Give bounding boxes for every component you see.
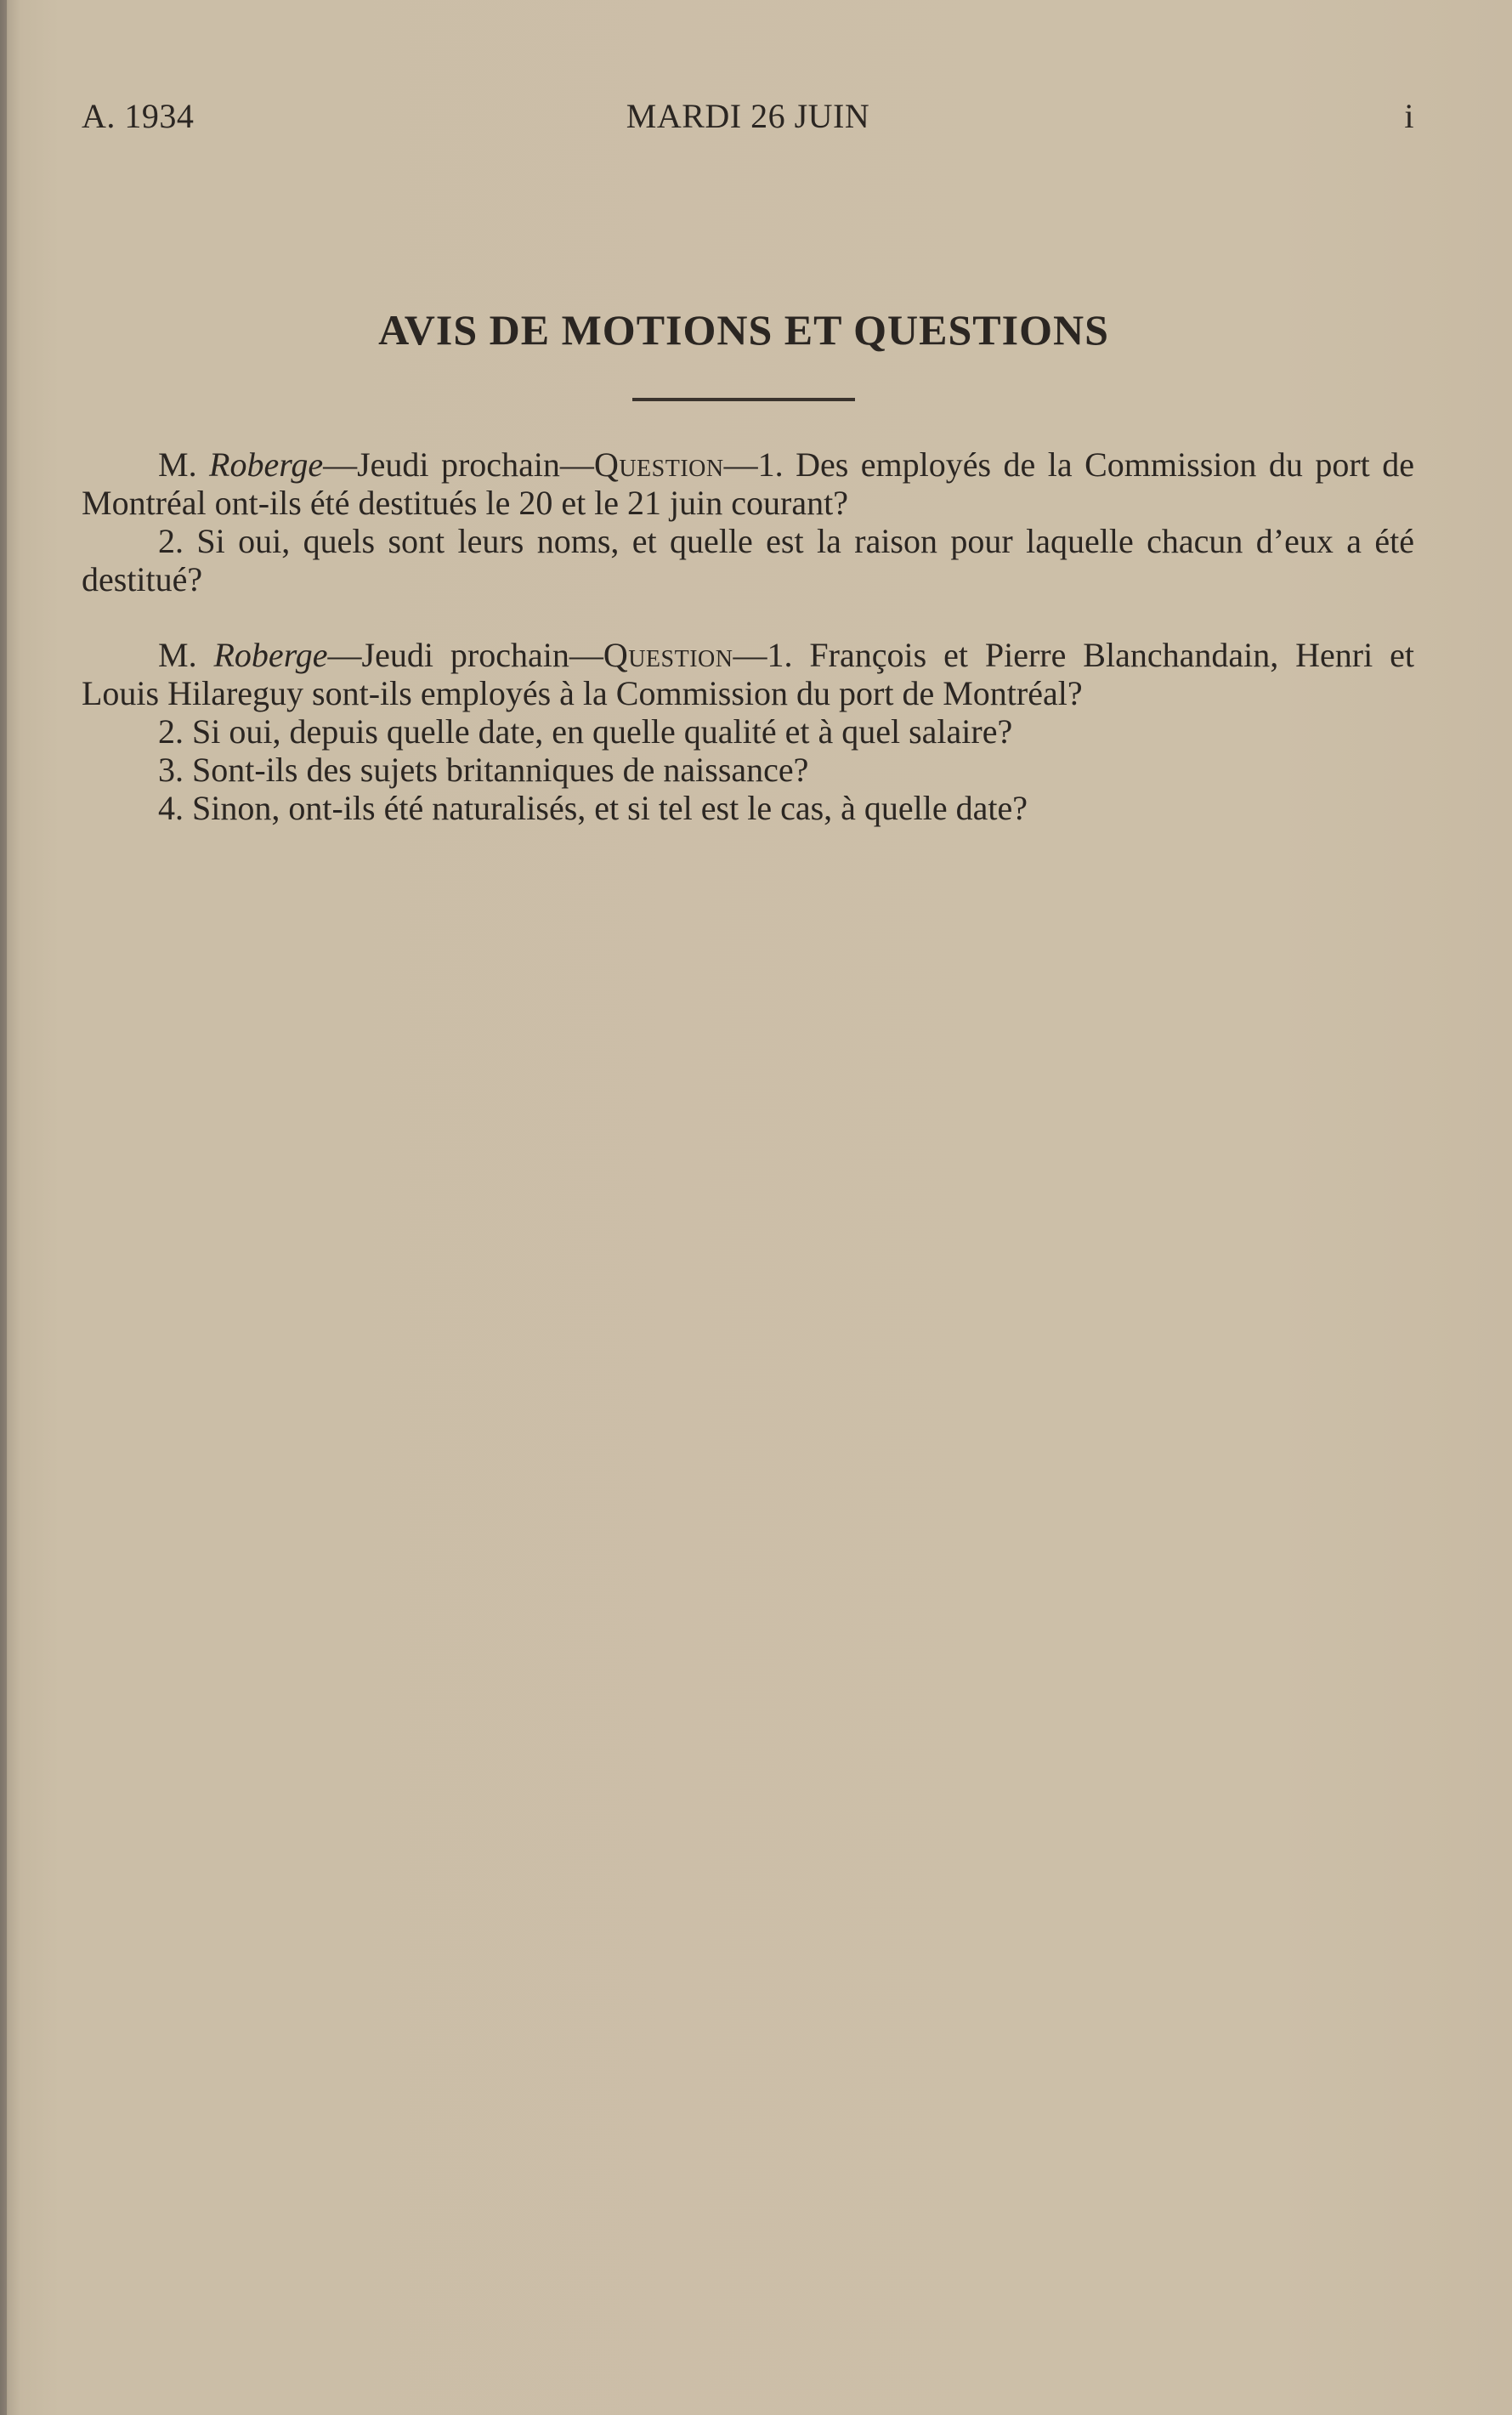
running-head-date: MARDI 26 JUIN [626,97,870,135]
running-head-page-number: i [1404,97,1414,135]
notice-1-first: —1. Des employés de la Commission du port de Montréal ont-ils été destitués le 20 et le 21 juin courant? [82,445,1414,522]
title-rule [632,398,855,401]
section-title: AVIS DE MOTIONS ET QUESTIONS [378,306,1109,354]
running-head-year: A. 1934 [82,97,195,135]
page-binding-edge [0,0,7,2415]
notice-1-lead: —Jeudi prochain— [323,445,594,484]
notice-2 [82,636,1414,827]
notice-2-label: Question [603,636,733,674]
notice-2-first: —1. François et Pierre Blanchandain, Henri et Louis Hilareguy sont-ils employés à la Commission du port de Montréal? [82,636,1414,712]
notice-1 [82,445,1414,598]
notice-1-member: Roberge [209,445,324,484]
notice-2-question-1 [82,636,1414,712]
notice-2-lead: —Jeudi prochain— [327,636,603,674]
notice-1-prefix: M. [158,445,210,484]
notice-1-question-1 [82,445,1414,522]
notice-1-item-2: 2. Si oui, quels sont leurs noms, et quelle est la raison pour laquelle chacun d’eux a été destitué? [82,522,1414,598]
notice-1-label: Question [593,445,724,484]
notice-2-item-3: 3. Sont-ils des sujets britanniques de naissance? [158,751,809,789]
notice-2-prefix: M. [158,636,214,674]
notice-2-item-2: 2. Si oui, depuis quelle date, en quelle qualité et à quel salaire? [158,712,1013,751]
notice-2-item-4: 4. Sinon, ont-ils été naturalisés, et si tel est le cas, à quelle date? [158,789,1028,827]
running-head [82,95,1414,138]
notice-2-member: Roberge [213,636,328,674]
